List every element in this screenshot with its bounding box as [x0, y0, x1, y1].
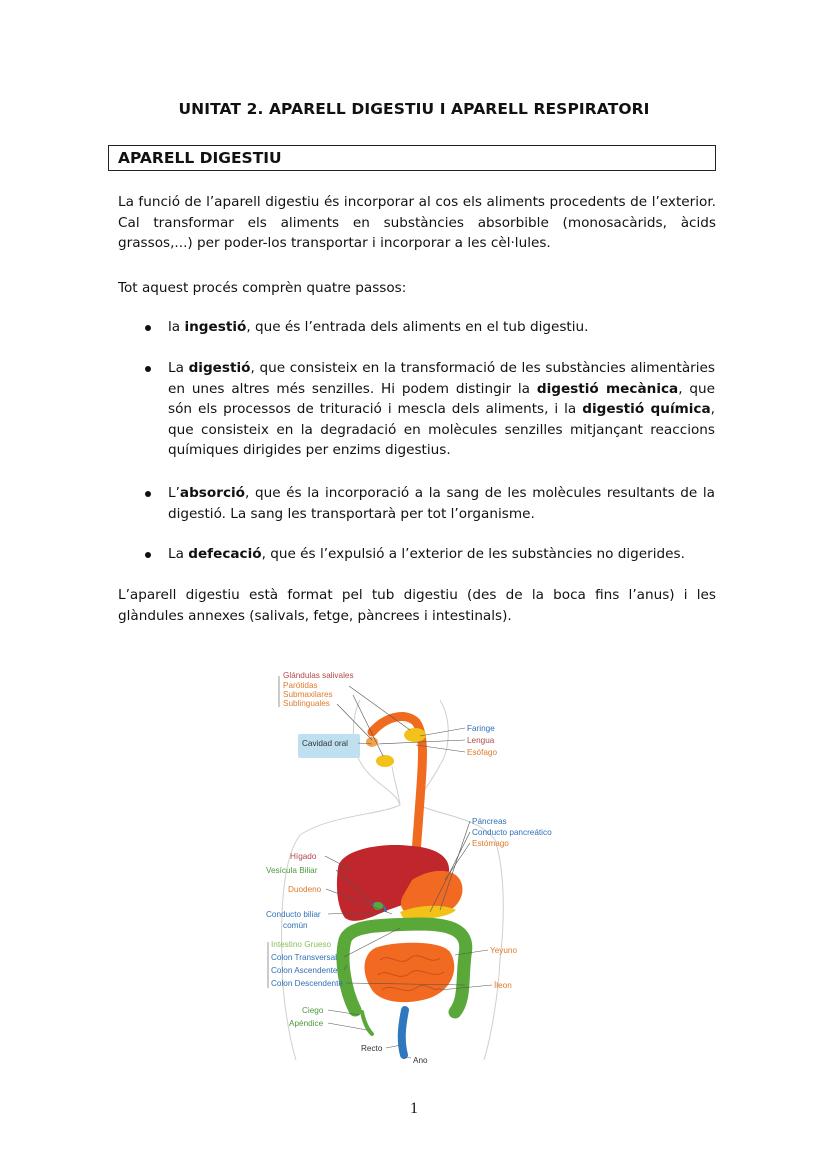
- digestive-system-diagram: [250, 660, 580, 1070]
- label-pancreas: Páncreas: [472, 817, 507, 826]
- label-glandulas-salivales: Glándulas salivales: [283, 671, 354, 680]
- label-vesicula-biliar: Vesícula Biliar: [266, 866, 318, 875]
- label-yeyuno: Yeyuno: [490, 946, 518, 955]
- section-header-box: [108, 145, 716, 171]
- label-ciego: Ciego: [302, 1006, 324, 1015]
- submaxillary-gland-shape: [376, 755, 394, 767]
- label-faringe: Faringe: [467, 724, 495, 733]
- label-submaxilares: Submaxilares: [283, 690, 333, 699]
- section-title: APARELL DIGESTIU: [118, 149, 282, 167]
- page-number: 1: [410, 1100, 418, 1117]
- bullet-ingestio: la ingestió, que és l’entrada dels aliments en el tub digestiu.: [168, 319, 589, 335]
- label-colon-descendente: Colon Descendente: [271, 979, 343, 988]
- label-cavidad-oral: Cavidad oral: [302, 739, 348, 748]
- label-estomago: Estómago: [472, 839, 509, 848]
- bullet-defecacio: La defecació, que és l’expulsió a l’exterior de les substàncies no digerides.: [168, 546, 685, 562]
- label-comun: común: [283, 921, 308, 930]
- appendix-shape: [362, 1012, 372, 1034]
- bullet-dot: [145, 366, 151, 372]
- label-conducto-pancreatico: Conducto pancreático: [472, 828, 552, 837]
- label-apendice: Apéndice: [289, 1019, 324, 1028]
- bullet-dot: [145, 491, 151, 497]
- label-sublinguales: Sublinguales: [283, 699, 330, 708]
- label-duodeno: Duodeno: [288, 885, 322, 894]
- bullet-digestio: La digestió, que consisteix en la transformació de les substàncies alimentàries en unes altres més senzilles. Hi podem distingir la digestió mecànica, que són els processos de trituració i mescla dels aliments, i la digestió química, que consisteix en la degradació en molècules senzilles mitjançant reaccions químiques dirigides per enzims digestius.: [168, 360, 715, 458]
- label-higado: Hígado: [290, 852, 317, 861]
- rectum-shape: [402, 1010, 405, 1055]
- label-lengua: Lengua: [467, 736, 495, 745]
- label-intestino-grueso: Intestino Grueso: [271, 940, 332, 949]
- label-ano: Ano: [413, 1056, 428, 1065]
- bullet-absorcio: L’absorció, que és la incorporació a la sang de les molècules resultants de la digestió. La sang les transportarà per tot l’organisme.: [168, 485, 715, 522]
- closing-paragraph: L’aparell digestiu està format pel tub digestiu (des de la boca fins l’anus) i les glàndules annexes (salivals, fetge, pàncrees i intestinals).: [118, 587, 716, 624]
- label-parotidas: Parótidas: [283, 681, 318, 690]
- steps-intro: Tot aquest procés comprèn quatre passos:: [118, 280, 407, 296]
- intro-paragraph: La funció de l’aparell digestiu és incorporar al cos els aliments procedents de l’exterior. Cal transformar els aliments en substàncies absorbible (monosacàrids, àcids grassos,...) per poder-los transportar i incorporar a les cèl·lules.: [118, 194, 716, 251]
- bullet-dot: [145, 325, 151, 331]
- label-colon-transversal: Colon Transversal: [271, 953, 337, 962]
- label-conducto-biliar: Conducto biliar: [266, 910, 321, 919]
- bullet-dot: [145, 552, 151, 558]
- label-colon-ascendente: Colon Ascendente: [271, 966, 338, 975]
- label-esofago: Esófago: [467, 748, 498, 757]
- document-title: UNITAT 2. APARELL DIGESTIU I APARELL RESPIRATORI: [178, 100, 650, 118]
- small-intestine-shape: [365, 943, 455, 1002]
- label-recto: Recto: [361, 1044, 383, 1053]
- label-ileon: Íleon: [494, 981, 512, 990]
- parotid-gland-shape: [404, 728, 426, 742]
